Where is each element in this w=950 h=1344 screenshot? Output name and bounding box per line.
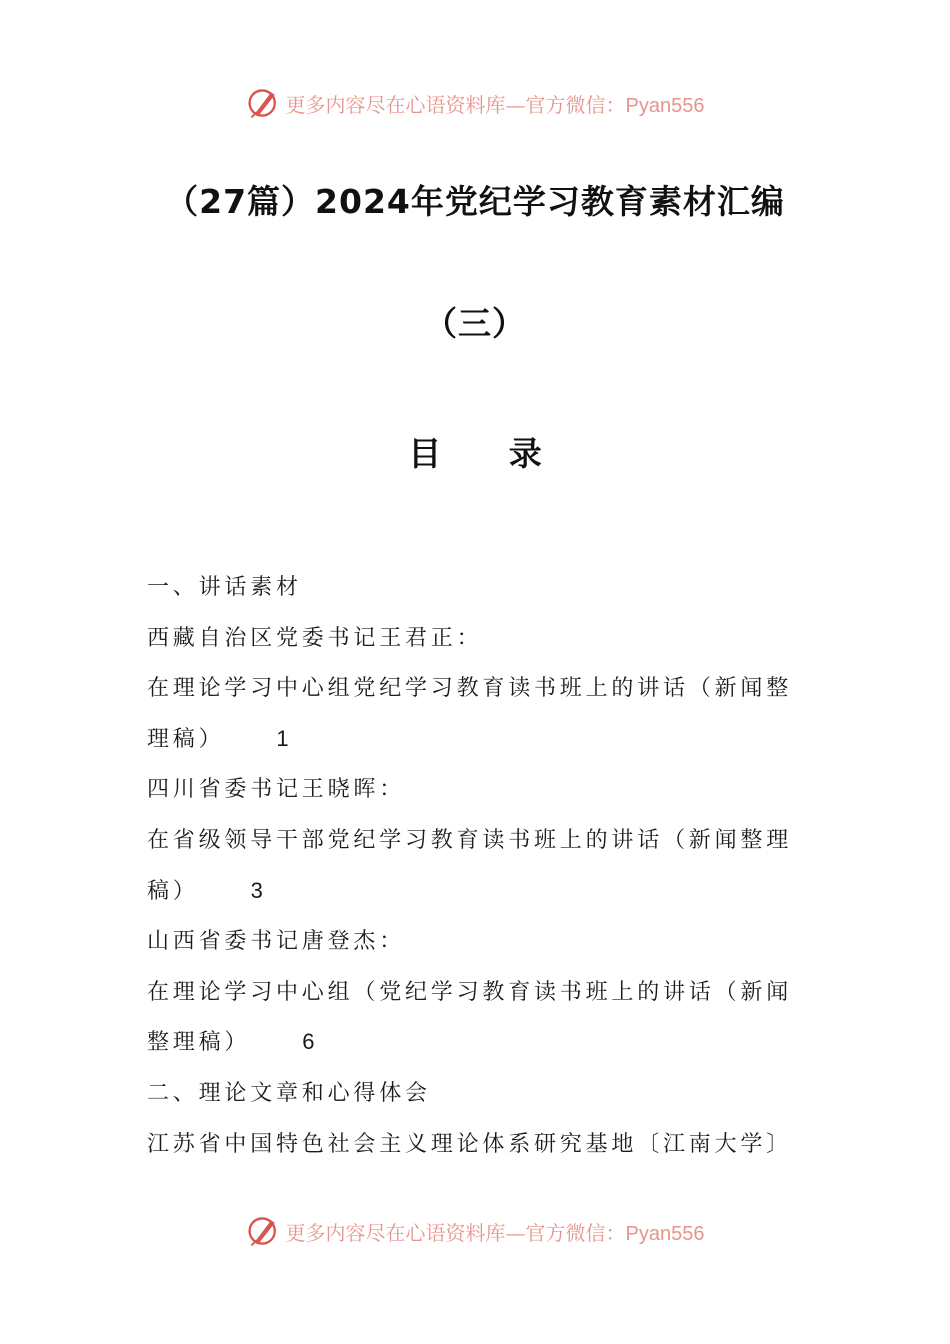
toc-heading: 目 录 [408,434,570,473]
banner-text: 更多内容尽在心语资料库—官方微信：Pyan556 [285,92,705,117]
table-of-contents [147,562,807,1169]
toc-line: 稿） 3 [147,877,263,904]
toc-line: 江苏省中国特色社会主义理论体系研究基地〔江南大学〕 [147,1131,793,1157]
toc-line: 理稿） 1 [147,725,289,752]
toc-page-number: 6 [302,1029,315,1055]
header-banner [0,81,950,125]
toc-line: 一、讲话素材 [147,575,302,600]
toc-line: 在理论学习中心组党纪学习教育读书班上的讲话（新闻整 [147,676,793,702]
document-subtitle: （三） [424,304,526,343]
toc-page-number: 3 [250,877,263,903]
banner-text: 更多内容尽在心语资料库—官方微信：Pyan556 [285,1220,705,1245]
toc-line: 西藏自治区党委书记王君正： [147,625,483,651]
toc-line: 二、理论文章和心得体会 [147,1080,431,1106]
footer-banner [0,1209,950,1253]
toc-line: 在省级领导干部党纪学习教育读书班上的讲话（新闻整理 [147,827,793,853]
toc-line: 在理论学习中心组（党纪学习教育读书班上的讲话（新闻 [147,979,793,1005]
quill-logo-icon [246,1213,282,1249]
toc-line: 四川省委书记王晓晖： [147,777,406,803]
toc-page-number: 1 [276,725,289,751]
toc-line: 整理稿） 6 [147,1029,315,1056]
document-title: （27篇）2024年党纪学习教育素材汇编 [165,182,785,221]
quill-logo-icon [246,85,282,121]
toc-line: 山西省委书记唐登杰： [147,929,406,955]
